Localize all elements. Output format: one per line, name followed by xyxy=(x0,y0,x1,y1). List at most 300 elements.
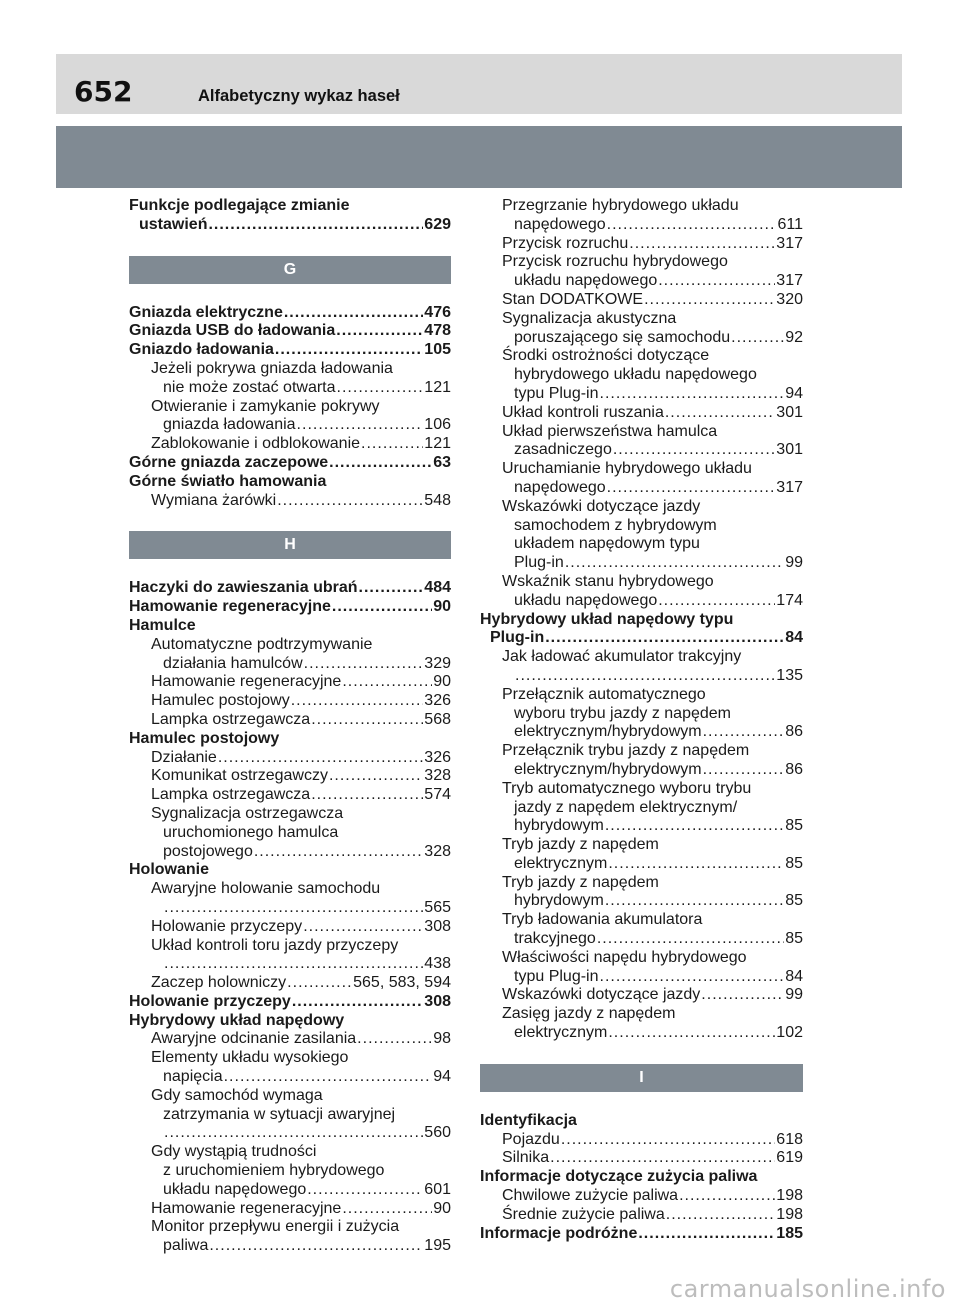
dot-leader xyxy=(304,655,424,674)
index-entry xyxy=(129,1200,451,1219)
dot-leader xyxy=(607,216,777,235)
entry-text: Właściwości napędu hybrydowego xyxy=(502,948,747,966)
index-entry xyxy=(129,1218,451,1237)
index-entry xyxy=(480,1024,803,1043)
index-entry xyxy=(480,460,803,479)
index-entry xyxy=(480,968,803,987)
page-number: 652 xyxy=(74,75,133,108)
dot-leader xyxy=(666,1206,776,1225)
entry-text: elektrycznym xyxy=(514,1024,608,1042)
entry-text: Holowanie przyczepy xyxy=(151,917,303,935)
index-entry xyxy=(480,347,803,366)
page-ref: 86 xyxy=(785,760,803,778)
entry-text: Identyfikacja xyxy=(480,1111,577,1129)
section-header-h: H xyxy=(129,531,451,559)
entry-text: Układ pierwszeństwa hamulca xyxy=(502,422,718,440)
index-entry xyxy=(480,1112,803,1131)
dot-leader xyxy=(284,304,423,323)
index-entry xyxy=(480,892,803,911)
dot-leader xyxy=(332,598,432,617)
entry-text: napędowego xyxy=(514,478,606,496)
entry-text: zasadniczego xyxy=(514,441,612,459)
entry-text: Jeżeli pokrywa gniazda ładowania xyxy=(151,359,393,377)
entry-text: Otwieranie i zamykanie pokrywy xyxy=(151,397,380,415)
dot-leader xyxy=(515,667,775,686)
page-ref: 135 xyxy=(776,666,803,684)
index-entry xyxy=(480,949,803,968)
page-ref: 478 xyxy=(424,322,451,340)
index-entry xyxy=(129,861,451,880)
dot-leader xyxy=(665,404,775,423)
page-ref: 98 xyxy=(433,1030,451,1048)
entry-text: Wymiana żarówki xyxy=(151,491,277,509)
page-ref: 574 xyxy=(424,786,451,804)
entry-text: Wskazówki dotyczące jazdy xyxy=(502,986,701,1004)
page-ref: 317 xyxy=(776,272,803,290)
entry-text: typu Plug-in xyxy=(514,967,599,985)
index-entry xyxy=(129,767,451,786)
index-entry xyxy=(480,1131,803,1150)
entry-text: Hamowanie regeneracyjne xyxy=(151,1199,342,1217)
dot-leader xyxy=(287,974,352,993)
page-ref: 326 xyxy=(424,748,451,766)
index-entry xyxy=(129,1106,451,1125)
index-entry xyxy=(129,1124,451,1143)
page-ref: 548 xyxy=(424,491,451,509)
index-entry xyxy=(480,817,803,836)
page-ref: 99 xyxy=(785,554,803,572)
entry-text: Przełącznik trybu jazdy z napędem xyxy=(502,742,750,760)
dot-leader xyxy=(605,817,784,836)
dot-leader xyxy=(703,723,785,742)
entry-text: poruszającego się samochodu xyxy=(514,328,731,346)
entry-text: Przycisk rozruchu hybrydowego xyxy=(502,253,728,271)
index-entry xyxy=(129,398,451,417)
page-ref: 618 xyxy=(776,1130,803,1148)
page-ref: 438 xyxy=(424,955,451,973)
page-ref: 94 xyxy=(785,384,803,402)
page-ref: 105 xyxy=(424,341,451,359)
header-bar xyxy=(56,54,902,114)
entry-text: Wskazówki dotyczące jazdy xyxy=(502,497,701,515)
index-entry xyxy=(480,554,803,573)
entry-text: układu napędowego xyxy=(514,272,658,290)
dot-leader xyxy=(565,554,784,573)
index-entry xyxy=(480,329,803,348)
entry-text: Zablokowanie i odblokowanie xyxy=(151,435,361,453)
dot-leader xyxy=(607,479,776,498)
index-entry xyxy=(129,473,451,492)
entry-text: ustawień xyxy=(139,215,208,233)
section-header-i: I xyxy=(480,1064,803,1092)
watermark: carmanualsonline.info xyxy=(669,1275,946,1303)
index-entry xyxy=(129,880,451,899)
dot-leader xyxy=(608,1024,775,1043)
entry-text: Pojazdu xyxy=(502,1130,560,1148)
index-entry xyxy=(480,366,803,385)
index-entry xyxy=(480,404,803,423)
index-column-left xyxy=(129,197,451,1256)
index-entry xyxy=(480,855,803,874)
entry-text: Układ kontroli toru jazdy przyczepy xyxy=(151,936,399,954)
entry-text: Informacje podróżne xyxy=(480,1224,638,1242)
index-entry xyxy=(480,592,803,611)
page-ref: 90 xyxy=(433,1199,451,1217)
entry-text: Funkcje podlegające zmianie xyxy=(129,197,350,214)
page-ref: 476 xyxy=(424,303,451,321)
index-entry xyxy=(129,579,451,598)
entry-text: Silnika xyxy=(502,1149,550,1167)
entry-text: Automatyczne podtrzymywanie xyxy=(151,635,373,653)
index-entry xyxy=(129,598,451,617)
header-band xyxy=(56,126,902,188)
entry-text: działania hamulców xyxy=(163,654,303,672)
dot-leader xyxy=(613,441,775,460)
dot-leader xyxy=(679,1187,775,1206)
dot-leader xyxy=(342,1200,432,1219)
page-ref: 560 xyxy=(424,1124,451,1142)
index-entry xyxy=(129,843,451,862)
index-entry xyxy=(480,197,803,216)
dot-leader xyxy=(224,1068,433,1087)
index-entry xyxy=(129,955,451,974)
page-ref: 106 xyxy=(424,416,451,434)
index-entry xyxy=(129,1237,451,1256)
page-ref: 320 xyxy=(776,290,803,308)
index-entry xyxy=(129,899,451,918)
entry-text: Tryb jazdy z napędem xyxy=(502,873,659,891)
entry-text: samochodem z hybrydowym xyxy=(514,516,717,534)
index-entry xyxy=(480,686,803,705)
dot-leader xyxy=(550,1149,775,1168)
dot-leader xyxy=(164,955,423,974)
index-entry xyxy=(480,253,803,272)
page-ref: 198 xyxy=(776,1187,803,1205)
index-entry xyxy=(129,304,451,323)
entry-text: Haczyki do zawieszania ubrań xyxy=(129,579,358,597)
index-column-right xyxy=(480,197,803,1243)
entry-text: Plug-in xyxy=(514,554,564,572)
index-entry xyxy=(480,648,803,667)
index-entry xyxy=(480,535,803,554)
dot-leader xyxy=(703,761,785,780)
page-ref: 484 xyxy=(424,579,451,597)
entry-text: elektrycznym xyxy=(514,854,608,872)
dot-leader xyxy=(218,749,423,768)
dot-leader xyxy=(307,1181,423,1200)
index-entry xyxy=(480,705,803,724)
dot-leader xyxy=(600,385,785,404)
entry-text: Środki ostrożności dotyczące xyxy=(502,347,710,365)
index-entry xyxy=(480,1225,803,1244)
entry-text: Sygnalizacja akustyczna xyxy=(502,309,677,327)
page-ref: 92 xyxy=(785,328,803,346)
entry-text: elektrycznym/hybrydowym xyxy=(514,760,702,778)
entry-text: Zaczep holowniczy xyxy=(151,974,287,992)
page-ref: 601 xyxy=(424,1180,451,1198)
index-entry xyxy=(480,799,803,818)
entry-text: jazdy z napędem elektrycznym/ xyxy=(514,798,738,816)
entry-text: Przycisk rozruchu xyxy=(502,234,629,252)
dot-leader xyxy=(644,291,775,310)
dot-leader xyxy=(311,711,423,730)
page-ref: 185 xyxy=(776,1224,803,1242)
entry-text: trakcyjnego xyxy=(514,930,596,948)
index-entry xyxy=(480,1168,803,1187)
entry-text: uruchomionego hamulca xyxy=(163,823,339,841)
page-ref: 195 xyxy=(424,1237,451,1255)
page-ref: 90 xyxy=(433,673,451,691)
entry-text: Monitor przepływu energii i zużycia xyxy=(151,1218,400,1236)
index-entry xyxy=(129,655,451,674)
entry-text: typu Plug-in xyxy=(514,384,599,402)
dot-leader xyxy=(297,416,424,435)
dot-leader xyxy=(277,492,423,511)
page-ref: 329 xyxy=(424,654,451,672)
page-ref: 308 xyxy=(424,992,451,1010)
page-ref: 63 xyxy=(433,453,451,471)
entry-text: z uruchomieniem hybrydowego xyxy=(163,1162,385,1180)
dot-leader xyxy=(164,1124,423,1143)
entry-text: Komunikat ostrzegawczy xyxy=(151,767,328,785)
entry-text: hybrydowym xyxy=(514,817,604,835)
entry-text: Działanie xyxy=(151,748,217,766)
page-ref: 301 xyxy=(776,441,803,459)
dot-leader xyxy=(292,993,423,1012)
index-entry xyxy=(480,874,803,893)
entry-text: Jak ładować akumulator trakcyjny xyxy=(502,648,742,666)
index-entry xyxy=(129,974,451,993)
index-entry xyxy=(129,937,451,956)
index-entry xyxy=(480,930,803,949)
entry-text: Górne światło hamowania xyxy=(129,472,327,490)
dot-leader xyxy=(731,329,784,348)
page-ref: 328 xyxy=(424,767,451,785)
index-entry xyxy=(129,711,451,730)
entry-text: Holowanie xyxy=(129,861,210,879)
page-title: Alfabetyczny wykaz haseł xyxy=(198,87,400,105)
page-ref: 84 xyxy=(785,967,803,985)
dot-leader xyxy=(275,341,423,360)
entry-text: Awaryjne holowanie samochodu xyxy=(151,880,381,898)
entry-text: Wskaźnik stanu hybrydowego xyxy=(502,572,714,590)
index-entry xyxy=(480,667,803,686)
entry-text: postojowego xyxy=(163,842,253,860)
index-entry xyxy=(480,479,803,498)
page-ref: 85 xyxy=(785,817,803,835)
entry-text: napięcia xyxy=(163,1068,223,1086)
dot-leader xyxy=(336,322,423,341)
entry-text: Hamowanie regeneracyjne xyxy=(151,673,342,691)
dot-leader xyxy=(361,435,423,454)
index-entry xyxy=(129,1087,451,1106)
entry-text: hybrydowym xyxy=(514,892,604,910)
dot-leader xyxy=(291,692,424,711)
dot-leader xyxy=(561,1131,775,1150)
index-entry xyxy=(129,416,451,435)
entry-text: Lampka ostrzegawcza xyxy=(151,786,311,804)
dot-leader xyxy=(164,899,423,918)
index-entry xyxy=(480,629,803,648)
index-entry xyxy=(480,291,803,310)
page-ref: 619 xyxy=(776,1149,803,1167)
page-ref: 121 xyxy=(424,378,451,396)
dot-leader xyxy=(658,592,775,611)
index-entry xyxy=(480,986,803,1005)
index-entry xyxy=(129,636,451,655)
index-entry xyxy=(480,761,803,780)
entry-text: Średnie zużycie paliwa xyxy=(502,1205,665,1223)
entry-text: Hybrydowy układ napędowy typu xyxy=(480,610,734,628)
index-entry xyxy=(480,1149,803,1168)
index-entry xyxy=(129,1181,451,1200)
entry-text: Holowanie przyczepy xyxy=(129,992,291,1010)
index-entry xyxy=(480,1206,803,1225)
index-entry xyxy=(480,310,803,329)
page-ref: 85 xyxy=(785,854,803,872)
dot-leader xyxy=(658,272,775,291)
entry-text: Stan DODATKOWE xyxy=(502,290,644,308)
index-entry xyxy=(129,492,451,511)
dot-leader xyxy=(629,235,775,254)
entry-text: gniazda ładowania xyxy=(163,416,296,434)
entry-text: układem napędowym typu xyxy=(514,535,700,553)
page-ref: 611 xyxy=(777,215,803,233)
page-ref: 308 xyxy=(424,917,451,935)
page-ref: 568 xyxy=(424,710,451,728)
page-ref: 90 xyxy=(433,598,451,616)
page-ref: 565, 583, 594 xyxy=(353,974,451,992)
index-entry xyxy=(129,341,451,360)
page-ref: 102 xyxy=(776,1024,803,1042)
index-entry xyxy=(129,692,451,711)
entry-text: napędowego xyxy=(514,215,606,233)
entry-text: Plug-in xyxy=(490,629,545,647)
entry-text: Tryb jazdy z napędem xyxy=(502,836,659,854)
entry-text: Chwilowe zużycie paliwa xyxy=(502,1187,679,1205)
dot-leader xyxy=(605,892,784,911)
entry-text: Elementy układu wysokiego xyxy=(151,1049,349,1067)
entry-text: hybrydowego układu napędowego xyxy=(514,366,757,384)
index-entry xyxy=(480,1005,803,1024)
page-ref: 565 xyxy=(424,898,451,916)
entry-text: Tryb ładowania akumulatora xyxy=(502,911,703,929)
index-entry xyxy=(129,216,451,235)
page-ref: 326 xyxy=(424,692,451,710)
index-entry xyxy=(129,322,451,341)
entry-text: Przełącznik automatycznego xyxy=(502,685,706,703)
entry-text: Hybrydowy układ napędowy xyxy=(129,1011,345,1029)
entry-text: Gniazda USB do ładowania xyxy=(129,322,336,340)
entry-text: Zasięg jazdy z napędem xyxy=(502,1005,676,1023)
page-ref: 301 xyxy=(776,403,803,421)
dot-leader xyxy=(357,1030,432,1049)
index-entry xyxy=(480,611,803,630)
index-entry xyxy=(480,385,803,404)
index-entry xyxy=(129,1049,451,1068)
entry-text: Hamulec postojowy xyxy=(129,729,280,747)
entry-text: Uruchamianie hybrydowego układu xyxy=(502,460,752,478)
entry-text: Awaryjne odcinanie zasilania xyxy=(151,1030,357,1048)
index-entry xyxy=(480,573,803,592)
index-entry xyxy=(480,780,803,799)
page-ref: 94 xyxy=(433,1068,451,1086)
index-entry xyxy=(129,805,451,824)
dot-leader xyxy=(208,216,423,235)
dot-leader xyxy=(638,1225,775,1244)
index-entry xyxy=(129,454,451,473)
page-ref: 629 xyxy=(424,215,451,233)
entry-text: Hamowanie regeneracyjne xyxy=(129,598,331,616)
page-ref: 85 xyxy=(785,892,803,910)
dot-leader xyxy=(329,767,423,786)
index-entry xyxy=(129,1068,451,1087)
page-ref: 85 xyxy=(785,930,803,948)
index-entry xyxy=(129,1143,451,1162)
entry-text: Informacje dotyczące zużycia paliwa xyxy=(480,1168,758,1186)
entry-text: układu napędowego xyxy=(163,1180,307,1198)
dot-leader xyxy=(597,930,784,949)
entry-text: elektrycznym/hybrydowym xyxy=(514,723,702,741)
entry-text: wyboru trybu jazdy z napędem xyxy=(514,704,731,722)
dot-leader xyxy=(329,454,432,473)
page-ref: 328 xyxy=(424,842,451,860)
index-entry xyxy=(480,836,803,855)
entry-text: Układ kontroli ruszania xyxy=(502,403,664,421)
entry-text: Sygnalizacja ostrzegawcza xyxy=(151,804,344,822)
entry-text: Przegrzanie hybrydowego układu xyxy=(502,197,739,214)
index-entry xyxy=(480,517,803,536)
dot-leader xyxy=(311,786,423,805)
index-entry xyxy=(480,216,803,235)
page-ref: 317 xyxy=(776,234,803,252)
dot-leader xyxy=(701,986,784,1005)
index-entry xyxy=(480,1187,803,1206)
index-entry xyxy=(480,423,803,442)
dot-leader xyxy=(337,379,424,398)
page-ref: 317 xyxy=(776,478,803,496)
index-entry xyxy=(129,1030,451,1049)
page-ref: 86 xyxy=(785,723,803,741)
entry-text: Tryb automatycznego wyboru trybu xyxy=(502,779,752,797)
page-ref: 198 xyxy=(776,1205,803,1223)
index-entry xyxy=(480,441,803,460)
dot-leader xyxy=(359,579,424,598)
entry-text: Górne gniazda zaczepowe xyxy=(129,453,329,471)
page-ref: 99 xyxy=(785,986,803,1004)
entry-text: nie może zostać otwarta xyxy=(163,378,336,396)
index-entry xyxy=(129,379,451,398)
entry-text: zatrzymania w sytuacji awaryjnej xyxy=(163,1105,396,1123)
page-ref: 84 xyxy=(785,629,803,647)
dot-leader xyxy=(608,855,784,874)
index-entry xyxy=(480,742,803,761)
dot-leader xyxy=(254,843,423,862)
entry-text: Gdy samochód wymaga xyxy=(151,1086,323,1104)
page-ref: 174 xyxy=(776,591,803,609)
entry-text: układu napędowego xyxy=(514,591,658,609)
index-entry xyxy=(129,1012,451,1031)
index-entry xyxy=(480,272,803,291)
dot-leader xyxy=(342,673,432,692)
index-entry xyxy=(129,824,451,843)
index-entry xyxy=(129,786,451,805)
index-entry xyxy=(129,730,451,749)
index-entry xyxy=(129,993,451,1012)
dot-leader xyxy=(303,918,423,937)
index-entry xyxy=(480,723,803,742)
index-entry xyxy=(129,673,451,692)
